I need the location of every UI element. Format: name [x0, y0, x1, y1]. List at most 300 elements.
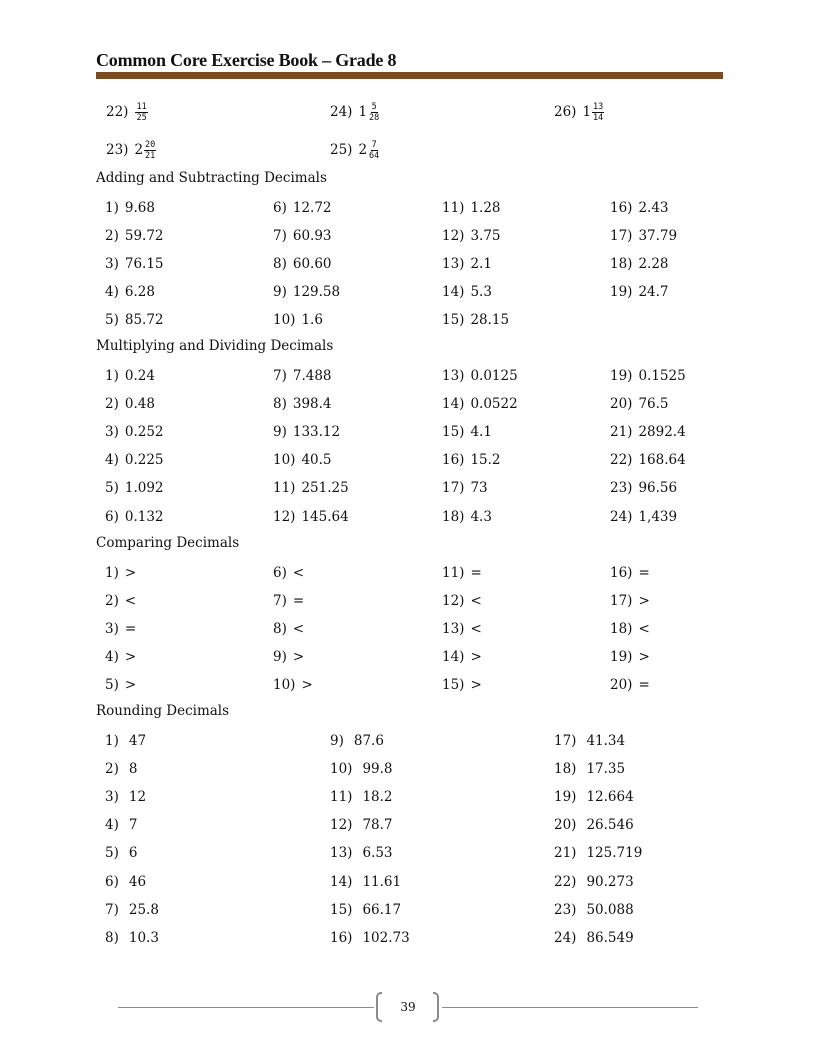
answer-number: 10)	[273, 452, 296, 469]
answer-item	[442, 591, 482, 611]
answer-number: 7)	[273, 593, 287, 610]
fraction	[144, 140, 156, 161]
fraction	[368, 102, 380, 123]
answer-value: 168.64	[638, 452, 686, 469]
fraction-answer	[106, 137, 156, 163]
answer-number: 7)	[273, 368, 287, 384]
answer-number: 1)	[105, 733, 119, 749]
answer-value: 0.1525	[638, 368, 686, 384]
answer-item	[610, 591, 650, 611]
answer-item	[105, 394, 155, 414]
answer-item	[105, 478, 164, 498]
fraction	[368, 140, 380, 161]
answer-item	[442, 394, 518, 414]
answer-number: 16)	[610, 200, 633, 216]
section-heading: Comparing Decimals	[96, 535, 240, 551]
answer-value: 47	[128, 733, 147, 749]
answer-number: 15)	[330, 901, 353, 918]
answer-number: 6)	[105, 873, 119, 890]
answer-value: =	[470, 565, 482, 581]
answer-item	[610, 647, 650, 667]
answer-value: 25.8	[128, 901, 159, 918]
answer-item	[105, 507, 164, 527]
answer-number: 23)	[106, 142, 129, 158]
answer-value: <	[292, 621, 305, 638]
answer-item	[610, 450, 686, 470]
answer-number: 8)	[273, 256, 287, 273]
answer-number: 13)	[442, 621, 465, 638]
answer-number: 16)	[442, 452, 465, 469]
answer-number: 5)	[105, 845, 119, 862]
answer-value: 40.5	[301, 452, 332, 469]
answer-number: 17)	[554, 733, 577, 749]
answer-value: >	[470, 677, 482, 694]
answer-number: 23)	[610, 480, 633, 497]
answer-number: 3)	[105, 621, 119, 638]
answer-number: 12)	[330, 817, 353, 834]
answer-item	[554, 815, 634, 835]
answer-number: 2)	[105, 396, 119, 413]
answer-number: 8)	[273, 396, 287, 413]
answer-number: 14)	[442, 284, 465, 301]
answer-value: 251.25	[301, 480, 349, 497]
answer-item	[554, 731, 625, 751]
answer-value: >	[638, 593, 650, 610]
answer-number: 1)	[105, 368, 119, 384]
numerator: 20	[145, 139, 156, 150]
answer-value: =	[292, 593, 305, 610]
answer-number: 4)	[105, 284, 119, 301]
answer-number: 11)	[442, 200, 465, 216]
answer-value: 99.8	[362, 761, 393, 778]
answer-value: 24.7	[638, 284, 669, 301]
answer-item	[442, 675, 482, 695]
answer-value: 7.488	[292, 368, 332, 384]
answer-item	[273, 310, 323, 330]
answer-item	[273, 675, 313, 695]
answer-item	[610, 675, 650, 695]
answer-item	[105, 619, 136, 639]
answer-item	[105, 928, 159, 948]
mixed-number	[134, 102, 147, 123]
answer-value: 10.3	[128, 929, 159, 946]
answer-value: =	[638, 565, 650, 581]
answer-item	[273, 563, 304, 583]
answer-number: 2)	[105, 593, 119, 610]
answer-item	[105, 422, 164, 442]
answer-value: >	[124, 649, 137, 666]
answer-value: 76.15	[124, 256, 164, 273]
answer-number: 26)	[554, 104, 577, 120]
answer-number: 3)	[105, 424, 119, 441]
answer-number: 22)	[554, 873, 577, 890]
answer-value: 12	[128, 789, 147, 806]
answer-number: 12)	[442, 593, 465, 610]
answer-item	[273, 254, 332, 274]
answer-item	[273, 422, 340, 442]
answer-value: 96.56	[638, 480, 678, 497]
answer-value: 2.43	[638, 200, 669, 216]
answer-value: 78.7	[362, 817, 393, 834]
answer-number: 6)	[273, 200, 287, 216]
answer-item	[554, 900, 634, 920]
answer-value: 41.34	[586, 733, 626, 749]
answer-item	[273, 366, 332, 386]
answer-value: 8	[128, 761, 138, 778]
answer-number: 13)	[330, 845, 353, 862]
section-heading: Multiplying and Dividing Decimals	[96, 338, 334, 354]
answer-value: 86.549	[586, 929, 634, 946]
answer-number: 4)	[105, 649, 119, 666]
answer-number: 8)	[105, 929, 119, 946]
answer-item	[273, 619, 304, 639]
answer-item	[273, 591, 304, 611]
answer-value: 11.61	[362, 873, 402, 890]
answer-number: 9)	[330, 733, 344, 749]
answer-number: 9)	[273, 284, 287, 301]
section-heading: Adding and Subtracting Decimals	[96, 170, 327, 186]
denominator: 14	[593, 112, 604, 123]
whole-part: 1	[582, 104, 592, 120]
fraction-answer	[330, 137, 380, 163]
answer-number: 17)	[610, 228, 633, 245]
answer-item	[330, 731, 384, 751]
answer-number: 9)	[273, 424, 287, 441]
answer-item	[273, 394, 332, 414]
answer-value: 7	[128, 817, 138, 834]
answer-value: 66.17	[362, 901, 402, 918]
answer-number: 20)	[610, 677, 633, 694]
answer-number: 20)	[610, 396, 633, 413]
answer-value: 133.12	[292, 424, 341, 441]
answer-item	[554, 872, 634, 892]
footer-rule-left	[118, 1007, 374, 1008]
whole-part: 1	[358, 104, 368, 120]
answer-value: <	[292, 565, 305, 581]
answer-item	[105, 675, 136, 695]
answer-item	[105, 591, 136, 611]
answer-item	[554, 928, 634, 948]
page-number: 39	[400, 1000, 416, 1014]
page-number-bracket-right	[433, 992, 439, 1022]
answer-value: 1.6	[301, 312, 323, 329]
answer-number: 5)	[105, 677, 119, 694]
answer-value: 145.64	[301, 508, 349, 525]
fraction-answer	[106, 99, 148, 125]
answer-number: 10)	[330, 761, 353, 778]
answer-value: 0.0522	[470, 396, 518, 413]
answer-item	[105, 787, 146, 807]
answer-item	[610, 394, 669, 414]
answer-item	[105, 226, 164, 246]
answer-value: >	[470, 649, 482, 666]
answer-number: 13)	[442, 368, 465, 384]
answer-item	[330, 815, 393, 835]
answer-number: 24)	[330, 104, 353, 120]
answer-value: 0.24	[124, 368, 155, 384]
answer-number: 12)	[442, 228, 465, 245]
answer-number: 11)	[330, 789, 353, 806]
answer-number: 15)	[442, 424, 465, 441]
answer-item	[330, 872, 401, 892]
page-number-bracket-left	[376, 992, 382, 1022]
answer-item	[105, 282, 155, 302]
title-rule	[96, 72, 723, 79]
answer-number: 1)	[105, 565, 119, 581]
answer-item	[442, 478, 488, 498]
answer-number: 11)	[273, 480, 296, 497]
answer-number: 19)	[610, 284, 633, 301]
answer-value: >	[301, 677, 313, 694]
answer-item	[610, 254, 669, 274]
answer-value: 37.79	[638, 228, 678, 245]
answer-item	[105, 563, 136, 583]
answer-item	[105, 198, 155, 218]
answer-value: 125.719	[586, 845, 643, 862]
answer-number: 19)	[610, 649, 633, 666]
answer-number: 24)	[554, 929, 577, 946]
answer-number: 20)	[554, 817, 577, 834]
whole-part: 2	[358, 142, 368, 158]
answer-value: 0.132	[124, 508, 164, 525]
answer-value: >	[292, 649, 305, 666]
fraction-answer	[330, 99, 380, 125]
answer-value: 15.2	[470, 452, 501, 469]
answer-item	[442, 507, 492, 527]
answer-number: 6)	[105, 508, 119, 525]
answer-item	[105, 647, 136, 667]
answer-item	[610, 282, 669, 302]
answer-item	[273, 282, 340, 302]
numerator: 5	[371, 101, 377, 112]
answer-number: 15)	[442, 677, 465, 694]
fraction-answer	[554, 99, 604, 125]
answer-item	[105, 310, 164, 330]
answer-item	[442, 254, 492, 274]
answer-item	[610, 366, 686, 386]
answer-number: 9)	[273, 649, 287, 666]
answer-item	[442, 647, 482, 667]
answer-value: 12.664	[586, 789, 634, 806]
answer-number: 10)	[273, 312, 296, 329]
answer-item	[273, 198, 332, 218]
answer-item	[330, 843, 393, 863]
answer-value: 2.1	[470, 256, 492, 273]
answer-item	[442, 198, 501, 218]
answer-number: 3)	[105, 789, 119, 806]
answer-item	[330, 900, 401, 920]
answer-item	[442, 422, 492, 442]
answer-value: 3.75	[470, 228, 501, 245]
answer-number: 17)	[442, 480, 465, 497]
answer-value: 6.28	[124, 284, 155, 301]
answer-item	[273, 226, 332, 246]
mixed-number	[134, 140, 156, 161]
answer-number: 11)	[442, 565, 465, 581]
answer-item	[442, 226, 501, 246]
answer-number: 7)	[273, 228, 287, 245]
answer-value: 85.72	[124, 312, 164, 329]
answer-value: <	[470, 621, 482, 638]
answer-number: 18)	[442, 508, 465, 525]
answer-value: 0.225	[124, 452, 164, 469]
answer-value: 1.092	[124, 480, 164, 497]
answer-number: 7)	[105, 901, 119, 918]
answer-number: 4)	[105, 452, 119, 469]
answer-number: 1)	[105, 200, 119, 216]
answer-value: 398.4	[292, 396, 332, 413]
answer-item	[105, 366, 155, 386]
numerator: 13	[593, 101, 604, 112]
answer-item	[105, 450, 164, 470]
denominator: 28	[369, 112, 380, 123]
answer-value: 46	[128, 873, 147, 890]
answer-number: 16)	[330, 929, 353, 946]
answer-item	[273, 507, 349, 527]
answer-number: 19)	[554, 789, 577, 806]
answer-number: 22)	[610, 452, 633, 469]
answer-value: 60.60	[292, 256, 332, 273]
answer-value: 0.48	[124, 396, 155, 413]
answer-value: 12.72	[292, 200, 332, 216]
answer-number: 8)	[273, 621, 287, 638]
answer-number: 6)	[273, 565, 287, 581]
answer-number: 2)	[105, 761, 119, 778]
answer-value: 2892.4	[638, 424, 686, 441]
answer-value: 87.6	[353, 733, 384, 749]
answer-number: 24)	[610, 508, 633, 525]
numerator: 11	[136, 101, 147, 112]
answer-number: 2)	[105, 228, 119, 245]
answer-item	[442, 366, 518, 386]
answer-number: 21)	[610, 424, 633, 441]
answer-value: 18.2	[362, 789, 393, 806]
answer-number: 21)	[554, 845, 577, 862]
answer-number: 5)	[105, 480, 119, 497]
mixed-number	[582, 102, 604, 123]
answer-value: <	[124, 593, 137, 610]
answer-number: 18)	[610, 621, 633, 638]
answer-item	[105, 731, 146, 751]
answer-number: 18)	[610, 256, 633, 273]
answer-value: 9.68	[124, 200, 155, 216]
answer-item	[105, 254, 164, 274]
answer-item	[610, 619, 650, 639]
answer-item	[105, 900, 159, 920]
answer-number: 3)	[105, 256, 119, 273]
answer-value: 76.5	[638, 396, 669, 413]
answer-number: 15)	[442, 312, 465, 329]
answer-item	[610, 507, 677, 527]
fraction	[135, 102, 147, 123]
answer-value: 2.28	[638, 256, 669, 273]
page-title: Common Core Exercise Book – Grade 8	[96, 50, 397, 70]
answer-value: 28.15	[470, 312, 510, 329]
answer-number: 22)	[106, 104, 129, 120]
answer-value: 26.546	[586, 817, 634, 834]
answer-value: 90.273	[586, 873, 634, 890]
answer-item	[610, 563, 650, 583]
answer-value: >	[124, 565, 137, 581]
answer-item	[105, 759, 137, 779]
footer-rule-right	[442, 1007, 698, 1008]
answer-value: <	[470, 593, 482, 610]
answer-item	[610, 478, 677, 498]
answer-value: 60.93	[292, 228, 332, 245]
answer-value: 0.0125	[470, 368, 518, 384]
fraction	[592, 102, 604, 123]
answer-value: >	[124, 677, 137, 694]
answer-number: 14)	[442, 649, 465, 666]
answer-number: 13)	[442, 256, 465, 273]
answer-number: 14)	[442, 396, 465, 413]
denominator: 25	[136, 112, 147, 123]
answer-number: 19)	[610, 368, 633, 384]
answer-value: 4.1	[470, 424, 492, 441]
section-heading: Rounding Decimals	[96, 703, 230, 719]
answer-value: 17.35	[586, 761, 626, 778]
answer-value: 6	[128, 845, 138, 862]
whole-part: 2	[134, 142, 144, 158]
answer-item	[610, 198, 669, 218]
answer-number: 18)	[554, 761, 577, 778]
answer-value: 1.28	[470, 200, 501, 216]
answer-item	[105, 815, 137, 835]
answer-value: 102.73	[362, 929, 410, 946]
answer-number: 5)	[105, 312, 119, 329]
answer-item	[610, 422, 686, 442]
answer-number: 10)	[273, 677, 296, 694]
answer-item	[554, 759, 625, 779]
answer-value: =	[638, 677, 650, 694]
answer-number: 12)	[273, 508, 296, 525]
answer-value: 1,439	[638, 508, 678, 525]
mixed-number	[358, 140, 380, 161]
answer-item	[442, 282, 492, 302]
answer-number: 4)	[105, 817, 119, 834]
answer-value: 59.72	[124, 228, 164, 245]
answer-value: 5.3	[470, 284, 492, 301]
answer-value: 4.3	[470, 508, 492, 525]
answer-value: 73	[470, 480, 488, 497]
answer-item	[273, 647, 304, 667]
answer-item	[105, 872, 146, 892]
answer-item	[554, 843, 642, 863]
answer-number: 16)	[610, 565, 633, 581]
answer-value: 50.088	[586, 901, 634, 918]
answer-item	[105, 843, 137, 863]
answer-number: 14)	[330, 873, 353, 890]
answer-value: >	[638, 649, 650, 666]
answer-value: 129.58	[292, 284, 341, 301]
answer-item	[273, 450, 332, 470]
numerator: 7	[371, 139, 377, 150]
answer-item	[330, 787, 393, 807]
answer-value: =	[124, 621, 137, 638]
answer-item	[442, 450, 501, 470]
answer-item	[330, 928, 410, 948]
answer-value: <	[638, 621, 650, 638]
mixed-number	[358, 102, 380, 123]
answer-item	[554, 787, 634, 807]
answer-item	[442, 310, 509, 330]
answer-item	[330, 759, 393, 779]
answer-value: 6.53	[362, 845, 393, 862]
answer-item	[610, 226, 677, 246]
denominator: 64	[369, 150, 380, 161]
answer-number: 25)	[330, 142, 353, 158]
answer-item	[273, 478, 349, 498]
